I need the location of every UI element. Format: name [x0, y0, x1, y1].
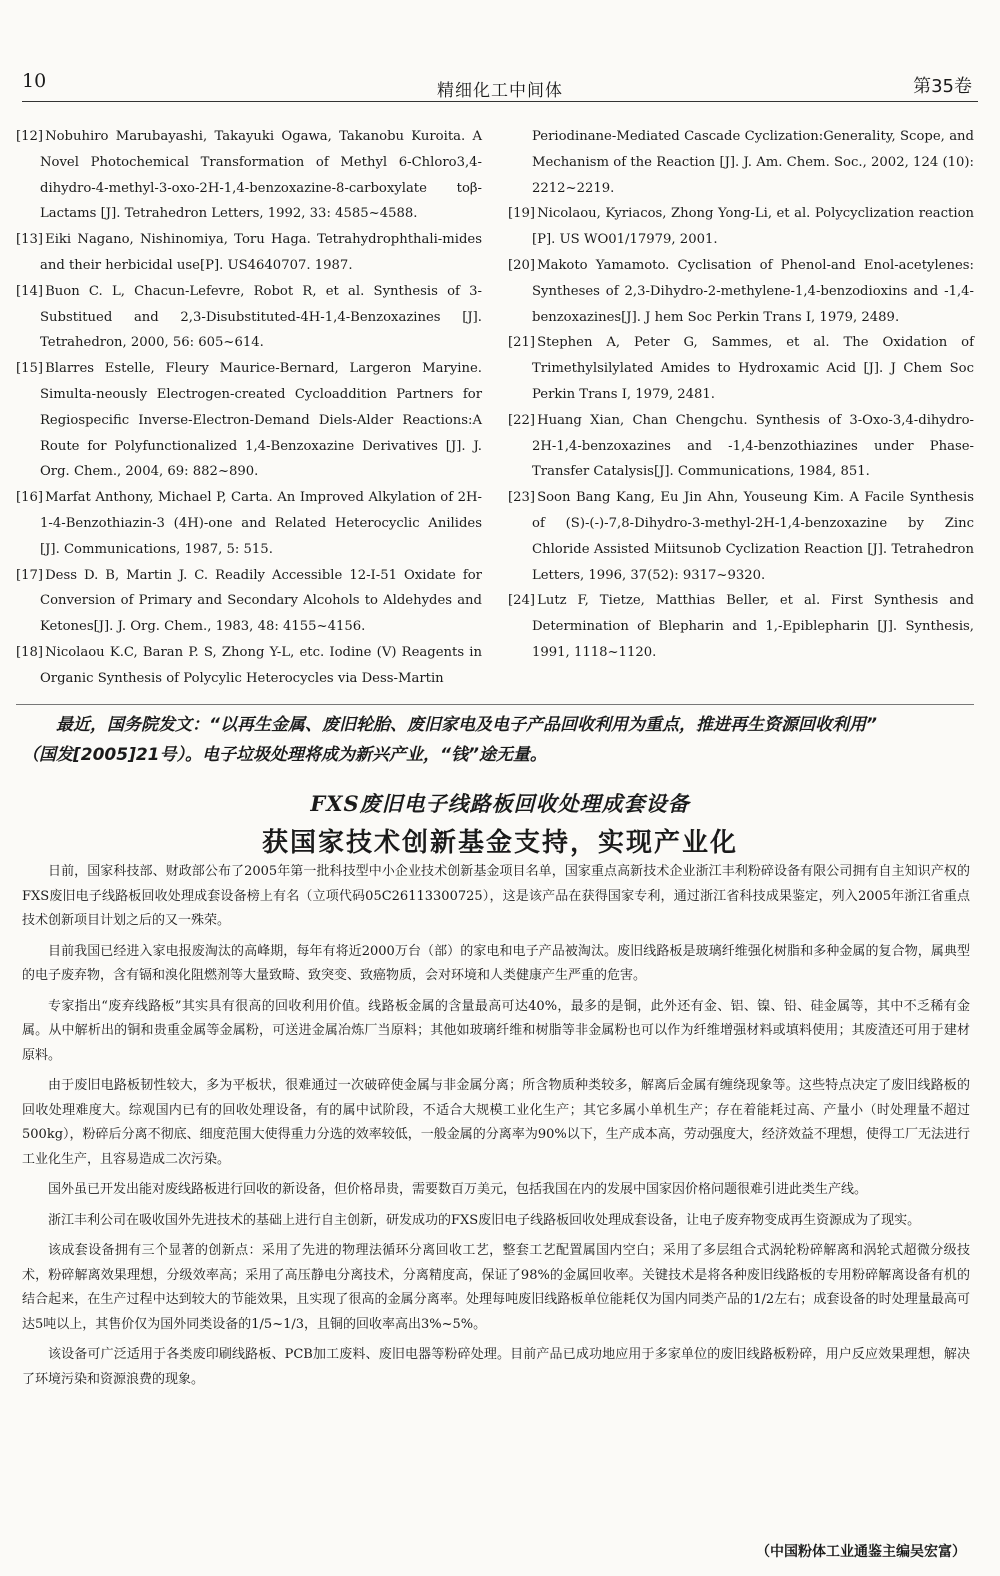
reference-item: [12] Nobuhiro Marubayashi, Takayuki Ogawa, Takanobu Kuroita. A Novel Photochemical Transformation of Methyl 6-Chloro3,4-dihydro-4-methyl-3-oxo-2H-1,4-benzoxazine-8-carboxylate toβ-Lactams [J]. Tetrahedron Letters, 1992, 33: 4585~4588.: [16, 129, 482, 222]
page-number: 10: [22, 70, 47, 92]
article-paragraph: 浙江丰利公司在吸收国外先进技术的基础上进行自主创新，研发成功的FXS废旧电子线路板回收处理成套设备，让电子废弃物变成再生资源成为了现实。: [48, 1212, 921, 1228]
reference-item: [21] Stephen A, Peter G, Sammes, et al. The Oxidation of Trimethylsilylated Amides to Hydroxamic Acid [J]. J Chem Soc Perkin Trans I, 1979, 2481.: [508, 335, 974, 402]
reference-continuation: Periodinane-Mediated Cascade Cyclization:Generality, Scope, and Mechanism of the Reaction [J]. J. Am. Chem. Soc., 2002, 124 (10): 2212~2219.: [532, 129, 974, 196]
page-header: [0, 0, 1000, 104]
article-paragraph: 由于废旧电路板韧性较大，多为平板状，很难通过一次破碎使金属与非金属分离；所含物质种类较多，解离后金属有缠绕现象等。这些特点决定了废旧线路板的回收处理难度大。综观国内已有的回收处理设备，有的属中试阶段，不适合大规模工业化生产；其它多属小单机生产；存在着能耗过高、产量小（时处理量不超过500kg），粉碎后分离不彻底、细度范围大使得重力分选的效率较低，一般金属的分离率为90%以下，生产成本高，劳动强度大，经济效益不理想，使得工厂无法进行工业化生产，且容易造成二次污染。: [22, 1078, 970, 1167]
article-title-line-1: FXS废旧电子线路板回收处理成套设备: [310, 791, 690, 816]
reference-item: [22] Huang Xian, Chan Chengchu. Synthesis of 3-Oxo-3,4-dihydro-2H-1,4-benzoxazines and -1,4-benzothiazines under Phase-Transfer Catalysis[J]. Communications, 1984, 851.: [508, 412, 974, 480]
article-paragraph: 目前我国已经进入家电报废淘汰的高峰期，每年有将近2000万台（部）的家电和电子产品被淘汰。废旧线路板是玻璃纤维强化树脂和多种金属的复合物，属典型的电子废弃物，含有镉和溴化阻燃剂等大量致畸、致突变、致癌物质，会对环境和人类健康产生严重的危害。: [22, 943, 970, 983]
reference-item: [23] Soon Bang Kang, Eu Jin Ahn, Youseung Kim. A Facile Synthesis of (S)-(-)-7,8-Dihydro-3-methyl-2H-1,4-benzoxazine by Zinc Chloride Assisted Miitsunob Cyclization Reaction [J]. Tetrahedron Letters, 1996, 37(52): 9317~9320.: [508, 490, 974, 583]
reference-item: [18] Nicolaou K.C, Baran P. S, Zhong Y-L, etc. Iodine (V) Reagents in Organic Synthesis of Polycylic Heterocycles via Dess-Martin: [16, 644, 482, 686]
reference-item: [16] Marfat Anthony, Michael P, Carta. An Improved Alkylation of 2H-1-4-Benzothiazin-3 (4H)-one and Related Heterocyclic Anilides [J]. Communications, 1987, 5: 515.: [16, 490, 482, 557]
article-body: [22, 860, 970, 1398]
reference-item: [13] Eiki Nagano, Nishinomiya, Toru Haga. Tetrahydrophthali-mides and their herbicidal use[P]. US4640707. 1987.: [16, 232, 482, 273]
references-section: [16, 124, 974, 692]
article-paragraph: 该成套设备拥有三个显著的创新点：采用了先进的物理法循环分离回收工艺，整套工艺配置属国内空白；采用了多层组合式涡轮粉碎解离和涡轮式超微分级技术，粉碎解离效果理想，分级效率高；采用了高压静电分离技术，分离精度高，保证了98%的金属回收率。关键技术是将各种废旧线路板的专用粉碎解离设备有机的结合起来，在生产过程中达到较大的节能效果，且实现了很高的金属分离率。处理每吨废旧线路板单位能耗仅为国内同类产品的1/2左右；成套设备的时处理量最高可达5吨以上，其售价仅为国外同类设备的1/5~1/3，且铜的回收率高出3%~5%。: [22, 1243, 970, 1332]
article-title-line-2: 获国家技术创新基金支持，实现产业化: [261, 828, 738, 858]
reference-item: [15] Blarres Estelle, Fleury Maurice-Bernard, Largeron Maryine. Simulta-neously Electrogen-created Cycloaddition Partners for Regiospecific Inverse-Electron-Demand Diels-Alder Reactions:A Route for Polyfunctionalized 1,4-Benzoxazine Derivatives [J]. J. Org. Chem., 2004, 69: 882~890.: [16, 361, 482, 480]
references-left-column: [16, 124, 482, 692]
reference-item: [17] Dess D. B, Martin J. C. Readily Accessible 12-I-51 Oxidate for Conversion of Primary and Secondary Alcohols to Aldehydes and Ketones[J]. J. Org. Chem., 1983, 48: 4155~4156.: [16, 567, 482, 635]
article-paragraph: 日前，国家科技部、财政部公布了2005年第一批科技型中小企业技术创新基金项目名单，国家重点高新技术企业浙江丰利粉碎设备有限公司拥有自主知识产权的FXS废旧电子线路板回收处理成套设备榜上有名（立项代码05C26113300725），这是该产品在获得国家专利，通过浙江省科技成果鉴定，列入2005年浙江省重点技术创新项目计划之后的又一殊荣。: [22, 864, 970, 928]
section-divider: [16, 704, 974, 705]
article-paragraph: 该设备可广泛适用于各类废印刷线路板、PCB加工废料、废旧电器等粉碎处理。目前产品已成功地应用于多家单位的废旧线路板粉碎，用户反应效果理想，解决了环境污染和资源浪费的现象。: [22, 1347, 970, 1387]
reference-item: [24] Lutz F, Tietze, Matthias Beller, et al. First Synthesis and Determination of Blepharin and 1,-Epiblepharin [J]. Synthesis, 1991, 1118~1120.: [508, 593, 974, 660]
article-paragraph: 国外虽已开发出能对废线路板进行回收的新设备，但价格昂贵，需要数百万美元，包括我国在内的发展中国家因价格问题很难引进此类生产线。: [48, 1182, 868, 1197]
reference-item: [20] Makoto Yamamoto. Cyclisation of Phenol-and Enol-acetylenes: Syntheses of 2,3-Dihydro-2-methylene-1,4-benzodioxins and -1,4-benzoxazines[J]. J hem Soc Perkin Trans I, 1979, 2489.: [508, 257, 974, 325]
article-signature: （中国粉体工业通鉴主编吴宏富）: [756, 1544, 966, 1560]
notice-banner: [22, 710, 974, 770]
header-rule: [22, 101, 978, 102]
reference-item: [14] Buon C. L, Chacun-Lefevre, Robot R, et al. Synthesis of 3-Substitued and 2,3-Disubstituted-4H-1,4-Benzoxazines [J]. Tetrahedron, 2000, 56: 605~614.: [16, 283, 482, 351]
article-paragraph: 专家指出“废弃线路板”其实具有很高的回收利用价值。线路板金属的含量最高可达40%，最多的是铜，此外还有金、铝、镍、铅、硅金属等，其中不乏稀有金属。从中解析出的铜和贵重金属等金属粉，可送进金属冶炼厂当原料；其他如玻璃纤维和树脂等非金属粉也可以作为纤维增强材料或填料使用；其废渣还可用于建材原料。: [22, 998, 970, 1063]
journal-title: 精细化工中间体: [437, 81, 563, 101]
notice-line-2: （国发[2005]21号）。电子垃圾处理将成为新兴产业，“钱”途无量。: [22, 745, 547, 765]
reference-item: [19] Nicolaou, Kyriacos, Zhong Yong-Li, et al. Polycyclization reaction [P]. US WO01/17979, 2001.: [508, 206, 974, 248]
volume-label: 第35卷: [913, 76, 972, 97]
references-right-column: [508, 124, 974, 692]
notice-line-1: 最近，国务院发文：“以再生金属、废旧轮胎、废旧家电及电子产品回收利用为重点，推进再生资源回收利用”: [56, 715, 877, 735]
